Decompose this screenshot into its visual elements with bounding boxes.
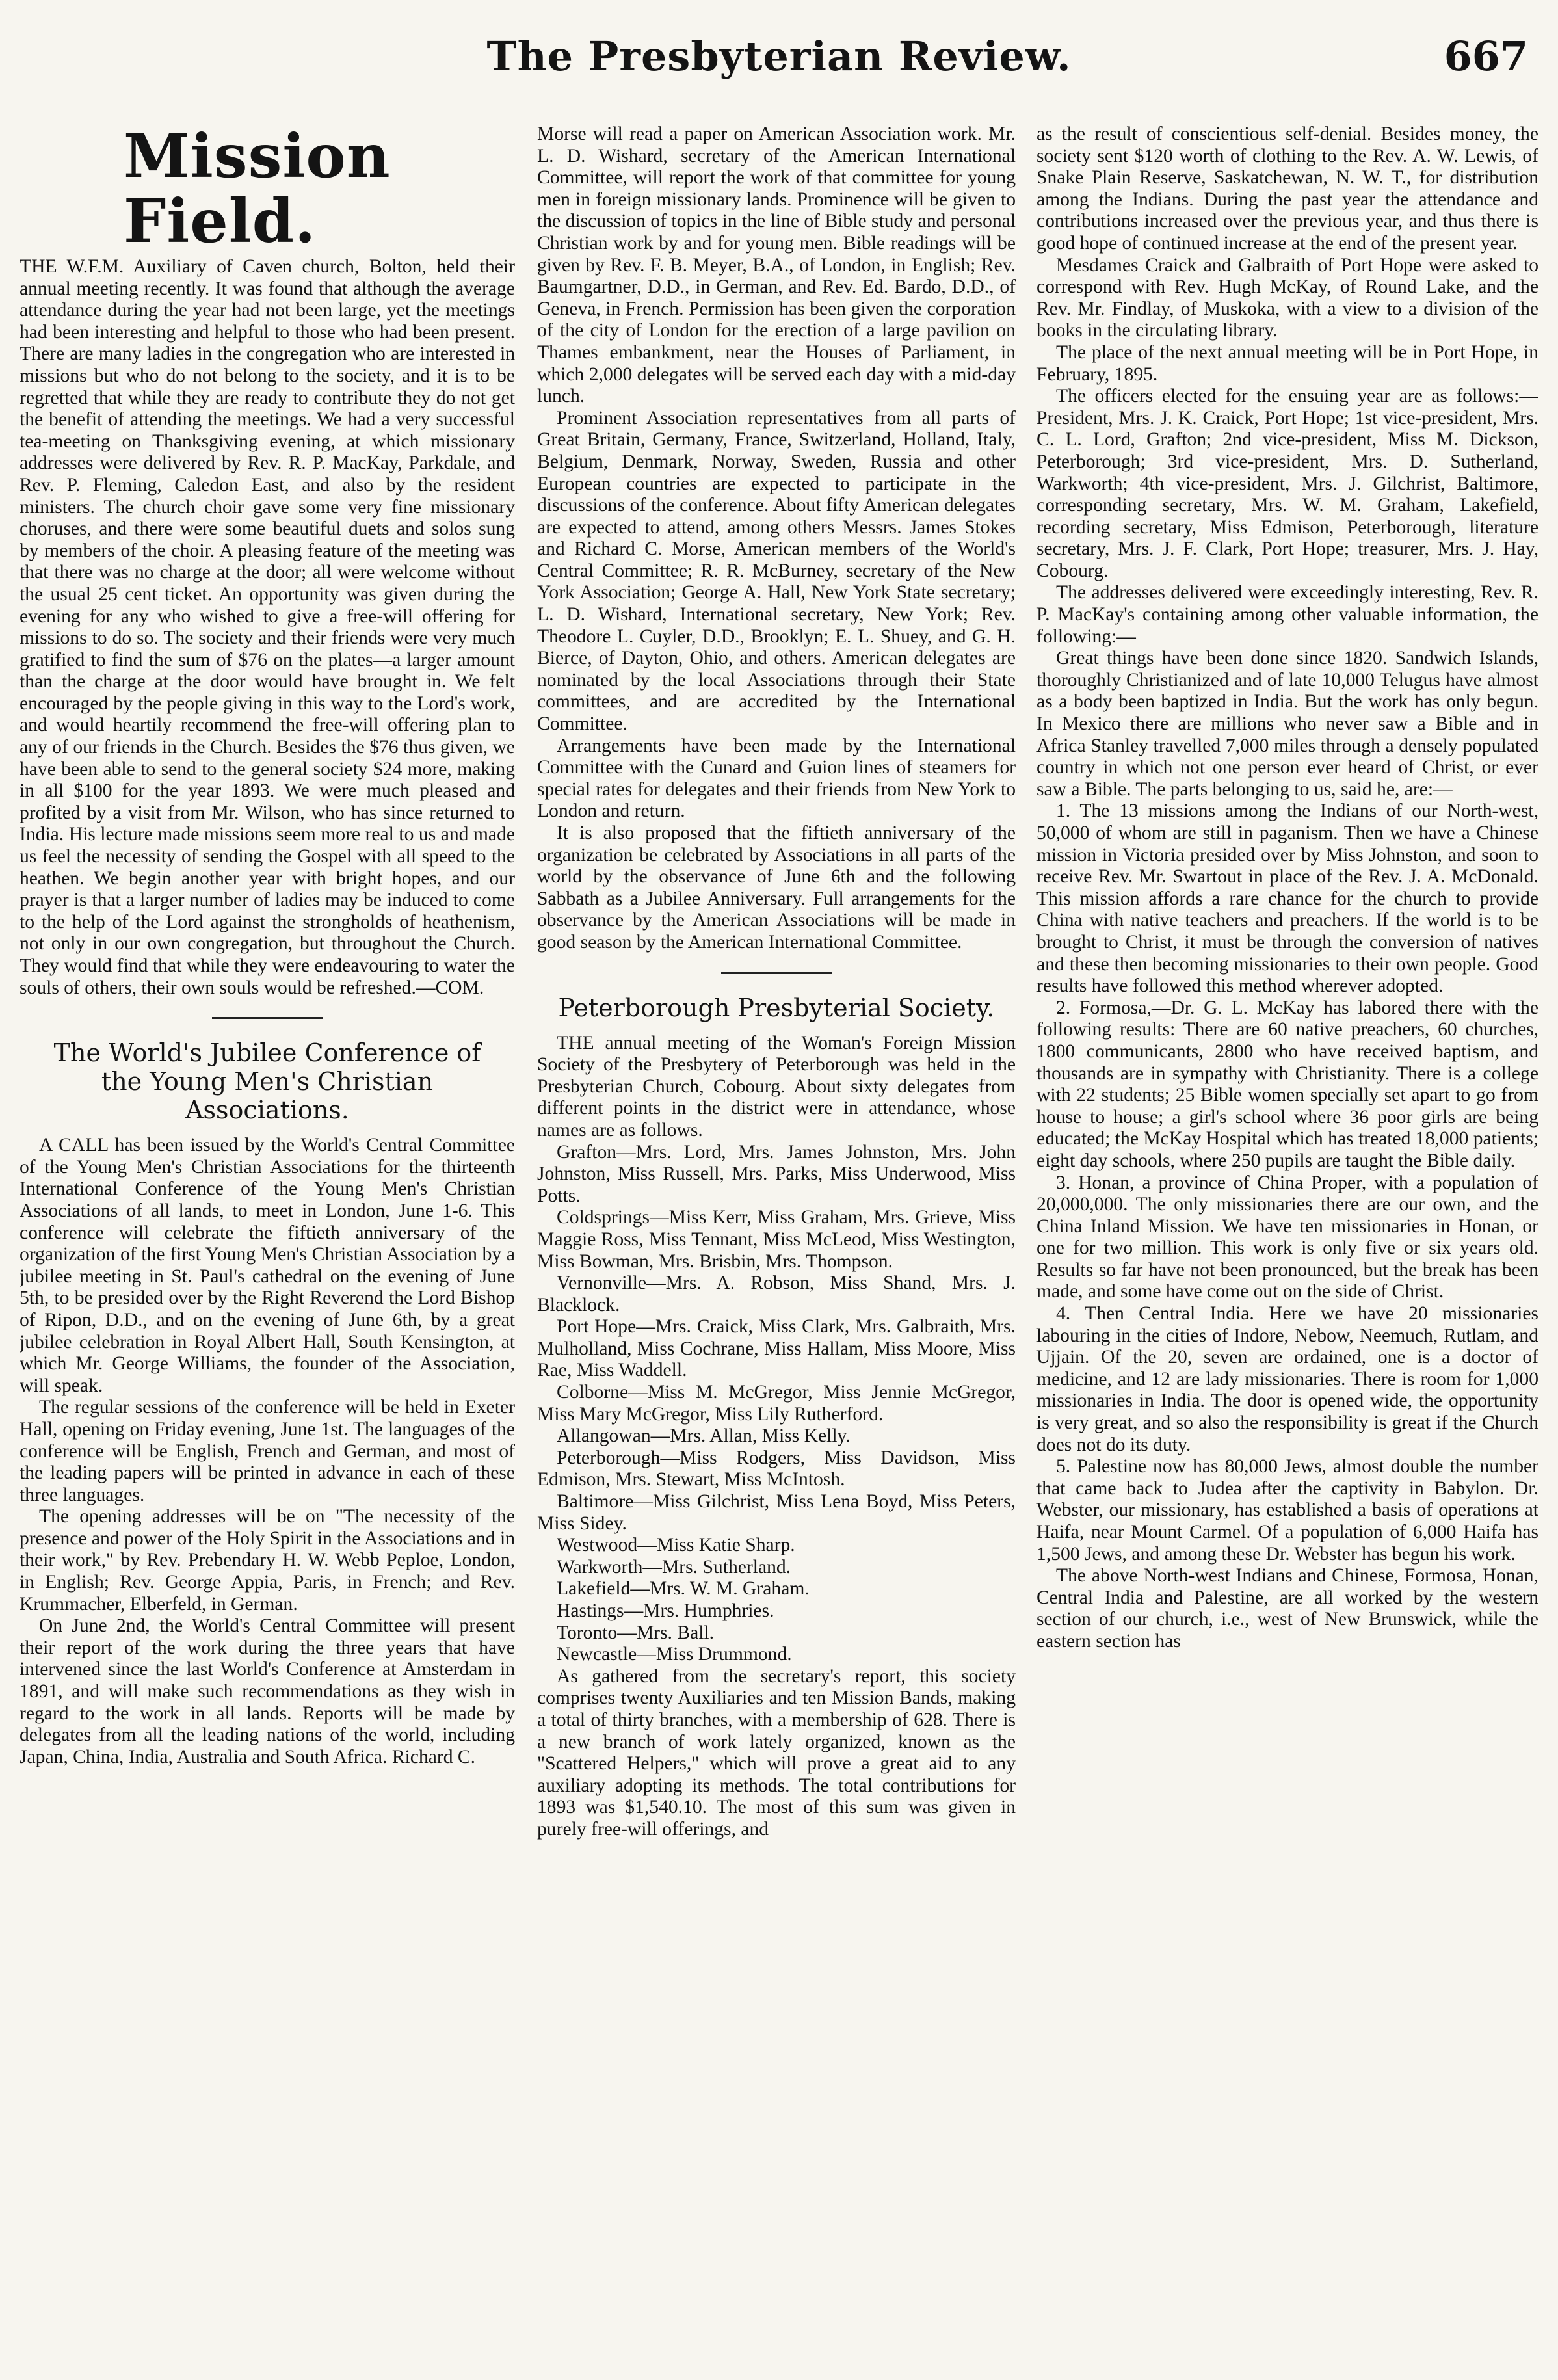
newspaper-title: The Presbyterian Review. xyxy=(486,33,1072,80)
section-divider xyxy=(212,1017,323,1019)
delegate-list-item: Warkworth—Mrs. Sutherland. xyxy=(557,1556,791,1578)
section-divider xyxy=(721,972,832,974)
delegate-list-item: Newcastle—Miss Drummond. xyxy=(557,1644,792,1665)
delegate-list-item: Vernonville—Mrs. A. Robson, Miss Shand, Mrs. J. Blacklock. xyxy=(537,1273,1016,1316)
column-1 xyxy=(20,124,515,2354)
article-paragraph: The regular sessions of the conference will be held in Exeter Hall, opening on Friday evening, June 1st. The languages of the conference will be English, French and German, and most of the leading papers will be printed in advance in each of these three languages. xyxy=(20,1397,515,1505)
delegate-list-item: Lakefield—Mrs. W. M. Graham. xyxy=(557,1578,810,1600)
mission-list-item: 5. Palestine now has 80,000 Jews, almost double the number that came back to Judea after the captivity in Babylon. Dr. Webster, our missionary, has established a basis of operations at Haifa, near Mount Carmel. Of a population of 6,000 Haifa has 1,500 Jews, and among these Dr. Webster has begun his work. xyxy=(1036,1456,1538,1565)
article-paragraph: The officers elected for the ensuing year are as follows:—President, Mrs. J. K. Craick, Port Hope; 1st vice-president, Mrs. C. L. Lord, Grafton; 2nd vice-president, Miss M. Dickson, Peterborough; 3rd vice-president, Mrs. D. Sutherland, Warkworth; 4th vice-president, Mrs. J. Gilchrist, Baltimore, corresponding secretary, Mrs. W. M. Graham, Lakefield, recording secretary, Miss Edmison, Peterborough, literature secretary, Mrs. J. F. Clark, Port Hope; treasurer, Mrs. J. Hay, Cobourg. xyxy=(1036,386,1538,581)
delegate-list-item: Peterborough—Miss Rodgers, Miss Davidson, Miss Edmison, Mrs. Stewart, Miss McIntosh. xyxy=(537,1447,1016,1490)
mission-list-item: 3. Honan, a province of China Proper, with a population of 20,000,000. The only missionaries there are our own, and the China Inland Mission. We have ten missionaries in Honan, or one for two million. This work is only five or six years old. Results so far have not been pronounced, but the break has been made, and some have come out on the side of Christ. xyxy=(1036,1172,1538,1302)
ymca-conference-heading: The World's Jubilee Conference of the Young Men's Christian Associations. xyxy=(53,1038,481,1125)
article-paragraph: It is also proposed that the fiftieth anniversary of the organization be celebrated by Associations in all parts of the world by the observance of June 6th and the following Sabbath as a Jubilee Anniversary. Full arrangements for the observance by the American Associations will be made in good season by the American International Committee. xyxy=(537,823,1016,953)
bolton-auxiliary-paragraph: THE W.F.M. Auxiliary of Caven church, Bolton, held their annual meeting recently. It was found that although the average attendance during the year had not been large, yet the meetings had been interesting and helpful to those who had been present. There are many ladies in the congregation who are interested in missions but who do not belong to the society, and it is to be regretted that while they are ready to contribute they do not get the benefit of attending the meetings. We had a very successful tea-meeting on Thanksgiving evening, at which missionary addresses were delivered by Rev. R. P. MacKay, Parkdale, and Rev. P. Fleming, Caledon East, and also by the resident ministers. The church choir gave some very fine missionary choruses, and there were some beautiful duets and solos sung by members of the choir. A pleasing feature of the meeting was that there was no charge at the door; all were welcome without the usual 25 cent ticket. An opportunity was given during the evening for any who wished to give a free-will offering for missions to do so. The society and their friends were very much gratified to find the sum of $76 on the plates—a larger amount than the charge at the door would have brought in. We felt encouraged by the people giving in this way to the Lord's work, and would heartily recommend the free-will offering plan to any of our friends in the Church. Besides the $76 thus given, we have been able to send to the general society $24 more, making in all $100 for the year 1893. We were much pleased and profited by a visit from Mr. Wilson, who has since returned to India. His lecture made missions seem more real to us and made us feel the necessity of sending the Gospel with all speed to the heathen. We begin another year with bright hopes, and our prayer is that a larger number of ladies may be induced to come to the help of the Lord against the strongholds of heathenism, not only in our own congregation, but throughout the Church. They would find that while they were endeavouring to water the souls of others, their own souls would be refreshed.—COM. xyxy=(20,256,515,998)
delegate-list-item: Hastings—Mrs. Humphries. xyxy=(557,1600,774,1621)
article-paragraph: On June 2nd, the World's Central Committee will present their report of the work during the three years that have intervened since the last World's Conference at Amsterdam in 1891, and will make such recommendations as they wish in regard to the work in all lands. Reports will be made by delegates from all the leading nations of the world, including Japan, China, India, Australia and South Africa. Richard C. xyxy=(20,1615,515,1767)
mission-list-item: 1. The 13 missions among the Indians of our North-west, 50,000 of whom are still in paganism. Then we have a Chinese mission in Victoria presided over by Miss Johnston, and soon to receive Rev. Mr. Swartout in place of the Rev. J. A. McDonald. This mission affords a rare chance for the church to provide China with native teachers and preachers. If the world is to be brought to Christ, it must be through the conversion of natives and these then becoming missionaries to their own people. Good results have followed this method wherever adopted. xyxy=(1036,800,1538,997)
article-paragraph: Arrangements have been made by the International Committee with the Cunard and Guion lines of steamers for special rates for delegates and their friends from New York to London and return. xyxy=(537,735,1016,822)
column-2 xyxy=(537,124,1016,2354)
mission-list-item: 4. Then Central India. Here we have 20 missionaries labouring in the cities of Indore, Nebow, Neemuch, Rutlam, and Ujjain. Of the 20, seven are ordained, one is a doctor of medicine, and 12 are lady missionaries. There is room for 1,000 missionaries in India. The door is opened wide, the opportunity is very great, and so also the responsibility is great if the Church does not do its duty. xyxy=(1036,1303,1538,1455)
peterborough-society-heading: Peterborough Presbyterial Society. xyxy=(558,993,995,1022)
article-paragraph: Prominent Association representatives from all parts of Great Britain, Germany, France, Switzerland, Holland, Italy, Belgium, Denmark, Norway, Sweden, Russia and other European countries are expected to participate in the discussions of the conference. About fifty American delegates are expected to attend, among others Messrs. James Stokes and Richard C. Morse, American members of the World's Central Committee; R. R. McBurney, secretary of the New York Association; George A. Hall, New York State secretary; L. D. Wishard, International secretary, New York; Rev. Theodore L. Cuyler, D.D., Brooklyn; E. L. Shuey, and G. H. Bierce, of Dayton, Ohio, and others. American delegates are nominated by the local Associations through their State committees, and are accredited by the International Committee. xyxy=(537,407,1016,735)
delegate-list-item: Grafton—Mrs. Lord, Mrs. James Johnston, Mrs. John Johnston, Miss Russell, Mrs. Parks, Miss Underwood, Miss Potts. xyxy=(537,1141,1016,1206)
article-paragraph: Morse will read a paper on American Association work. Mr. L. D. Wishard, secretary of the American International Committee, will report the work of that committee for young men in foreign missionary lands. Prominence will be given to the discussion of topics in the line of Bible study and personal Christian work by and for young men. Bible readings will be given by Rev. F. B. Meyer, B.A., of London, in English; Rev. Baumgartner, D.D., in German, and Rev. Ed. Bardo, D.D., of Geneva, in French. Permission has been given the corporation of the city of London for the erection of a large pavilion on Thames embankment, near the Houses of Parliament, in which 2,000 delegates will be served each day with a mid-day lunch. xyxy=(537,124,1016,407)
article-paragraph: As gathered from the secretary's report, this society comprises twenty Auxiliaries and ten Mission Bands, making a total of thirty branches, with a membership of 628. There is a new branch of work lately organized, known as the "Scattered Helpers," which will prove a great aid to any auxiliary adopting its methods. The total contributions for 1893 was $1,540.10. The most of this sum was given in purely free-will offerings, and xyxy=(537,1665,1016,1840)
article-paragraph: The opening addresses will be on "The necessity of the presence and power of the Holy Spirit in the Associations and in their work," by Rev. Prebendary H. W. Webb Peploe, London, in English; Rev. George Appia, Paris, in French; and Rev. Krummacher, Elberfeld, in German. xyxy=(20,1506,515,1615)
article-paragraph: The above North-west Indians and Chinese, Formosa, Honan, Central India and Palestine, are all worked by the western section of our church, i.e., west of New Brunswick, while the eastern section has xyxy=(1036,1565,1538,1652)
delegate-list-item: Colborne—Miss M. McGregor, Miss Jennie McGregor, Miss Mary McGregor, Miss Lily Rutherford. xyxy=(537,1382,1016,1425)
article-paragraph: The place of the next annual meeting will be in Port Hope, in February, 1895. xyxy=(1036,341,1538,385)
delegate-list-item: Westwood—Miss Katie Sharp. xyxy=(557,1535,795,1556)
delegate-list-item: Toronto—Mrs. Ball. xyxy=(557,1622,715,1643)
delegate-list-item: Port Hope—Mrs. Craick, Miss Clark, Mrs. Galbraith, Mrs. Mulholland, Miss Cochrane, Miss Hallam, Miss Moore, Miss Rae, Miss Waddell. xyxy=(537,1316,1016,1381)
article-paragraph: THE annual meeting of the Woman's Foreign Mission Society of the Presbytery of Peterborough was held in the Presbyterian Church, Cobourg. About sixty delegates from different points in the district were in attendance, whose names are as follows. xyxy=(537,1032,1016,1141)
article-paragraph: The addresses delivered were exceedingly interesting, Rev. R. P. MacKay's containing among other valuable information, the following:— xyxy=(1036,582,1538,647)
mission-list-item: 2. Formosa,—Dr. G. L. McKay has labored there with the following results: There are 60 native preachers, 60 churches, 1800 communicants, 2800 who have received baptism, and thousands are in sympathy with Christianity. There is a college with 22 students; 25 Bible women specially set apart to go from house to house; a girl's school where 36 poor girls are being educated; the McKay Hospital which has treated 18,000 patients; eight day schools, where 250 pupils are taught the Bible daily. xyxy=(1036,997,1538,1171)
page-number: 667 xyxy=(1444,33,1528,80)
mission-field-heading: Mission Field. xyxy=(124,124,391,256)
masthead xyxy=(0,26,1558,98)
delegate-list-item: Coldsprings—Miss Kerr, Miss Graham, Mrs. Grieve, Miss Maggie Ross, Miss Tennant, Miss McLeod, Miss Westington, Miss Bowman, Mrs. Brisbin, Mrs. Thompson. xyxy=(537,1207,1016,1272)
article-paragraph: as the result of conscientious self-denial. Besides money, the society sent $120 worth of clothing to the Rev. A. W. Lewis, of Snake Plain Reserve, Saskatchewan, N. W. T., for distribution among the Indians. During the past year the attendance and contributions increased over the previous year, and thus there is good hope of continued increase at the end of the present year. xyxy=(1036,124,1538,254)
article-paragraph: A CALL has been issued by the World's Central Committee of the Young Men's Christian Associations for the thirteenth International Conference of the Young Men's Christian Associations of all lands, to meet in London, June 1-6. This conference will celebrate the fiftieth anniversary of the organization of the first Young Men's Christian Association by a jubilee meeting in St. Paul's cathedral on the evening of June 5th, to be presided over by the Right Reverend the Lord Bishop of Ripon, D.D., and on the evening of June 6th, by a great jubilee celebration in Royal Albert Hall, South Kensington, at which Mr. George Williams, the founder of the Association, will speak. xyxy=(20,1135,515,1396)
article-paragraph: Great things have been done since 1820. Sandwich Islands, thoroughly Christianized and of late 10,000 Telugus have almost as a body been baptized in India. But the work has only begun. In Mexico there are millions who never saw a Bible and in Africa Stanley travelled 7,000 miles through a densely populated country in which not one person ever heard of Christ, or ever saw a Bible. The parts belonging to us, said he, are:— xyxy=(1036,648,1538,800)
article-paragraph: Mesdames Craick and Galbraith of Port Hope were asked to correspond with Rev. Hugh McKay, of Round Lake, and the Rev. Mr. Findlay, of Muskoka, with a view to a division of the books in the circulating library. xyxy=(1036,254,1538,341)
delegate-list-item: Baltimore—Miss Gilchrist, Miss Lena Boyd, Miss Peters, Miss Sidey. xyxy=(537,1491,1016,1534)
delegate-list-item: Allangowan—Mrs. Allan, Miss Kelly. xyxy=(557,1425,851,1447)
column-3 xyxy=(1036,124,1538,2354)
